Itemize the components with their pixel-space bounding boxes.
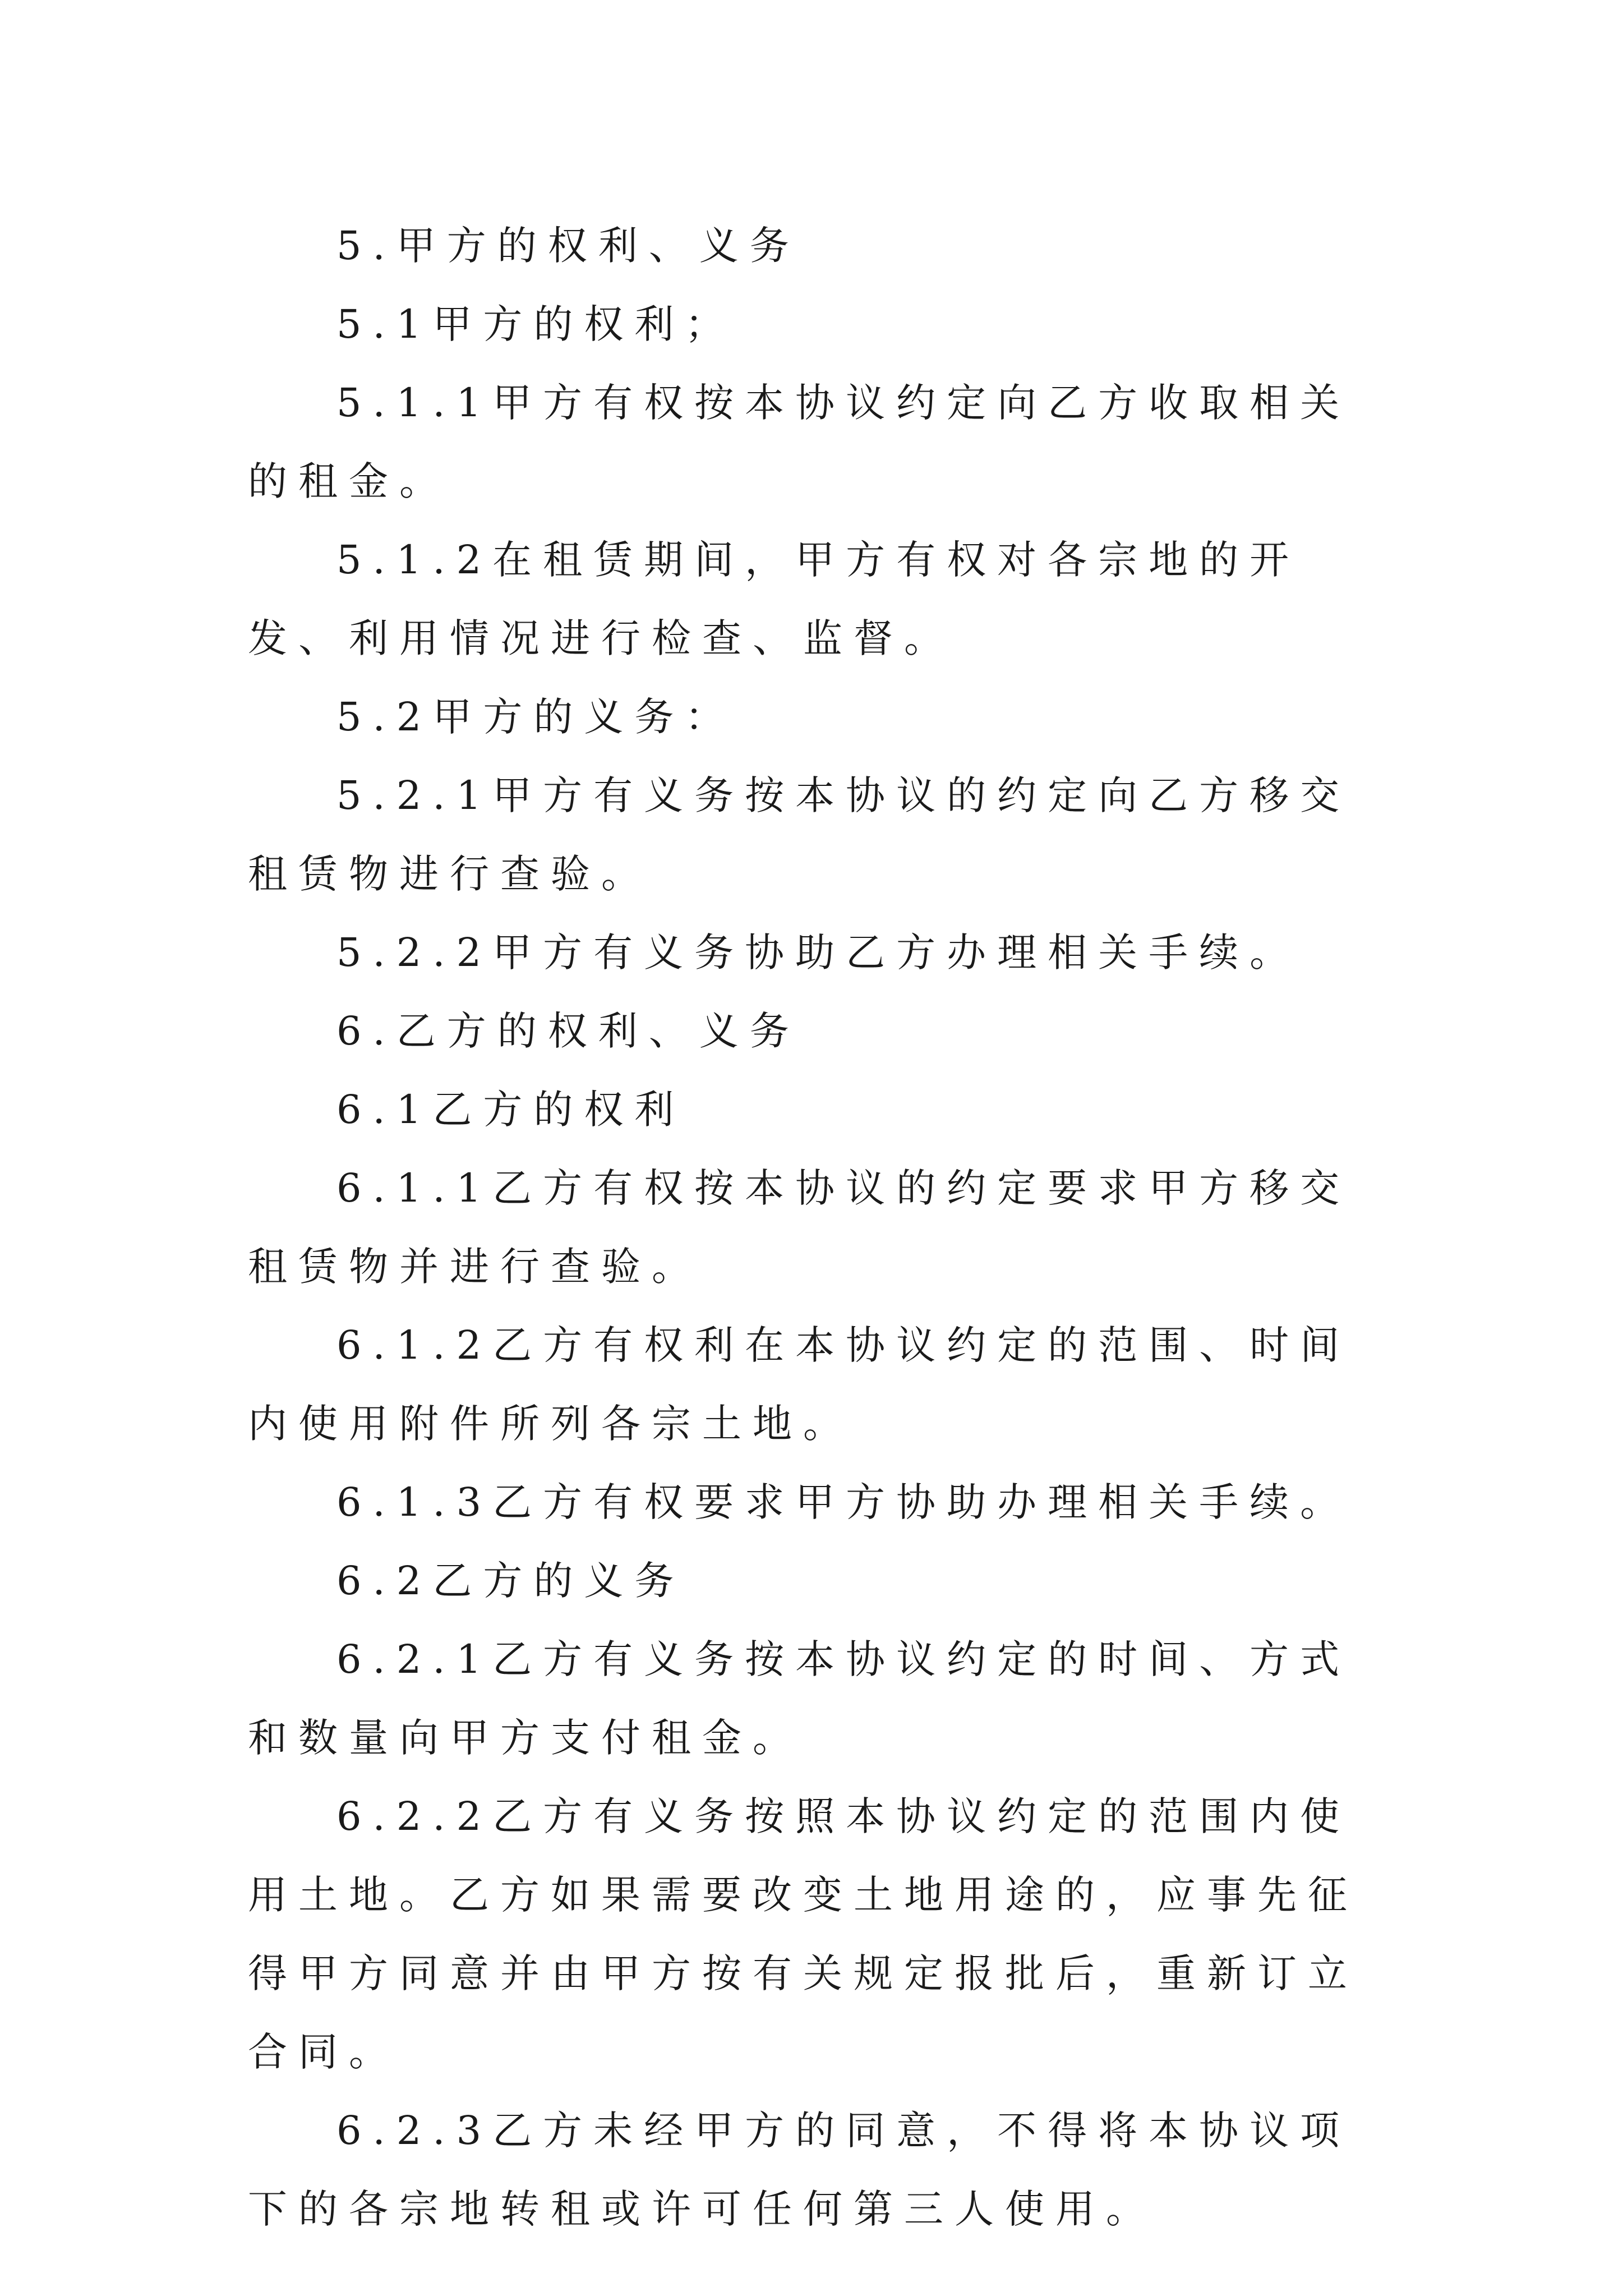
clause-5-2-1: 5.2.1甲方有义务按本协议的约定向乙方移交租赁物进行查验。: [248, 772, 1351, 897]
clause-5-1-1: 5.1.1甲方有权按本协议约定向乙方收取相关的租金。: [248, 380, 1351, 504]
clause-6-1-heading: 6.1乙方的权利: [336, 1087, 685, 1133]
section-5-heading: 5.甲方的权利、义务: [336, 223, 800, 269]
clause-6-2-1: 6.2.1乙方有义务按本协议约定的时间、方式和数量向甲方支付租金。: [248, 1636, 1351, 1761]
clause-5-1-heading: 5.1甲方的权利；: [336, 301, 736, 347]
clause-6-1-3: 6.1.3乙方有权要求甲方协助办理相关手续。: [336, 1479, 1351, 1525]
clause-6-1-2: 6.1.2乙方有权利在本协议约定的范围、时间内使用附件所列各宗土地。: [248, 1322, 1351, 1447]
section-6-heading: 6.乙方的权利、义务: [336, 1008, 800, 1054]
clause-5-1-2: 5.1.2在租赁期间，甲方有权对各宗地的开发、利用情况进行检查、监督。: [248, 537, 1301, 661]
clause-6-2-3: 6.2.3乙方未经甲方的同意，不得将本协议项下的各宗地转租或许可任何第三人使用。: [248, 2108, 1351, 2232]
clause-6-2-heading: 6.2乙方的义务: [336, 1558, 685, 1604]
clause-6-2-2: 6.2.2乙方有义务按照本协议约定的范围内使用土地。乙方如果需要改变土地用途的，应事先征得甲方同意并由甲方按有关规定报批后，重新订立合同。: [248, 1793, 1358, 2075]
document-body: [248, 206, 1381, 2248]
clause-5-2-heading: 5.2甲方的义务：: [336, 694, 736, 740]
clause-6-1-1: 6.1.1乙方有权按本协议的约定要求甲方移交租赁物并进行查验。: [248, 1165, 1351, 1290]
clause-5-2-2: 5.2.2甲方有义务协助乙方办理相关手续。: [336, 930, 1301, 976]
